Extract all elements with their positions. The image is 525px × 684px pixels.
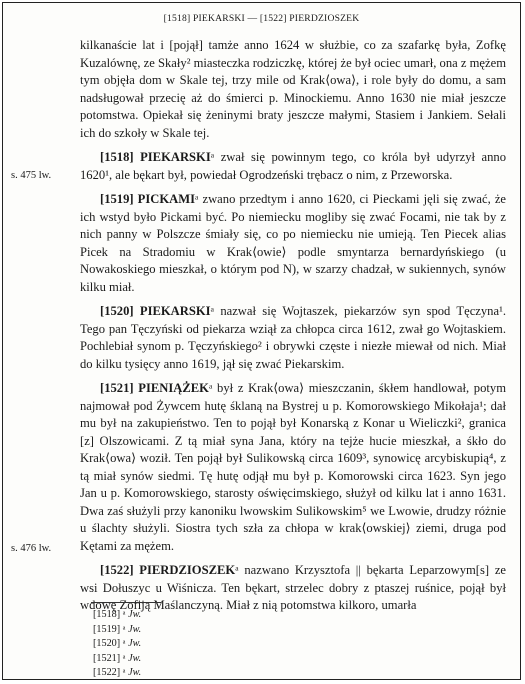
entry-text: ᵃ nazwano Krzysztofa || bękarta Leparzowym[s] ze wsi Dołuszyc u Wiśnicza. Ten bękart, strzelec dobry z ptaszej ruśnice, pojął był wdowę Zofiją Maślanczyną. Miał z nią potomstwa kilkoro, umarła <box>80 563 506 612</box>
entry-heading: [1521] PIENIĄŻEK <box>100 381 209 395</box>
entry-1518 <box>80 149 506 184</box>
entry-text: ᵃ był z Krak⟨owa⟩ mieszczanin, śkłem handlował, potym najmował pod Żywcem hutę śklaną na Bystrej u p. Komorowskiego Mikołaja¹; dał mu był na zakupieństwo. Ten to pojął był Konarską z Konar u Wieliczki², granica [z] Olszowicami. Z tą miał syna Jana, który na tejże hucie mieszkał, a śkło do Krak⟨owa⟩ woził. Ten pojął był Sulikowską circa 1609³, synowicę arcybiskupią⁴, z tą miał synów siedmi. Tę hutę odjął mu był p. Komorowski circa 1623. Syn jego Jan u p. Komorowskiego, starosty oświęcimskiego, służył od kilku lat i anno 1631. Dwa zaś służyli przy kanoniku lwowskim Sulikowskim⁵ we Lwowie, drudzy różnie u ślachty służyli. Siostra tych szła za chłopa w krak⟨owskiej⟩ ziemi, druga pod Kętami za mężem. <box>80 381 506 553</box>
footnote-rule <box>91 602 161 603</box>
paragraph-text: kilkanaście lat i [pojął] tamże anno 1624 w służbie, co za szafarkę była, Zofkę Kuzalównę, ze Skały² miasteczka rodziczkę, której że był ociec umarł, ona z mężem tym objęła dom w Skale tej, trzy mile od Krak⟨owa⟩, i role były do domu, a sam nadsługował przecię aż do śmierci p. Minockiemu. Anno 1630 nie miał jeszcze potomstwa. Opiekał się żeninymi braty jeszcze małymi, Stasiem i Jankiem. Sełali ich do szkoły w Skale tej. <box>80 38 506 140</box>
footnote-1519: [1519] ᵃ Jw. <box>93 623 142 635</box>
entry-text: ᵃ zwano przedtym i anno 1620, ci Pieckami jęli się zwać, że ich wstyd było Pickami być. Po niemiecku mogliby się zwać Focami, nie tak by z nich panny w Polszcze śmiały się, co po niemiecku nie umieją. Ten Piecek alias Picek na Stradomiu w Krak⟨owie⟩ podle smyntarza bernardyńskiego (u Nowakoskiego mieszkał, o którym pod N), w szarzy chadzał, w sukiennych, synów kilku miał. <box>80 192 506 294</box>
entry-1519 <box>80 191 506 296</box>
entry-1520 <box>80 303 506 373</box>
entry-1521 <box>80 380 506 555</box>
paragraph-continuation <box>80 37 506 142</box>
footnotes <box>93 608 141 681</box>
entry-heading: [1520] PIEKARSKI <box>100 304 211 318</box>
entry-heading: [1522] PIERDZIOSZEK <box>100 563 236 577</box>
main-text <box>80 37 506 622</box>
footnote-1521: [1521] ᵃ Jw. <box>93 652 142 664</box>
entry-text: ᵃ zwał się powinnym tego, co króla był udyrzył anno 1620¹, ale bękart był, powiedał Ogrodzeński trębacz o nim, z Przeworska. <box>80 150 506 182</box>
entry-1522 <box>80 562 506 615</box>
margin-note-page-475: s. 475 lw. <box>11 170 52 181</box>
footnote-1522: [1522] ᵃ Jw. <box>93 667 142 678</box>
entry-heading: [1519] PICKAMI <box>100 192 195 206</box>
footnote-1520: [1520] ᵃ Jw. <box>93 638 142 649</box>
footnote-1518: [1518] ᵃ Jw. <box>93 609 142 620</box>
page-frame <box>2 2 521 680</box>
entry-heading: [1518] PIEKARSKI <box>100 150 211 164</box>
margin-note-page-476: s. 476 lw. <box>11 543 52 554</box>
entry-text: ᵃ nazwał się Wojtaszek, piekarzów syn spod Tęczyna¹. Tego pan Tęczyński od piekarza wziął za chłopca circa 1612, zwał go Wojtaskiem. Pochlebiał synom p. Tęczyńskiego² i obrywki częste i niezłe miewał od nich. Miał do kilku tysięcy anno 1619, jął się zwać Piekarskim. <box>80 304 506 371</box>
running-header: [1518] PIEKARSKI — [1522] PIERDZIOSZEK <box>163 13 360 24</box>
